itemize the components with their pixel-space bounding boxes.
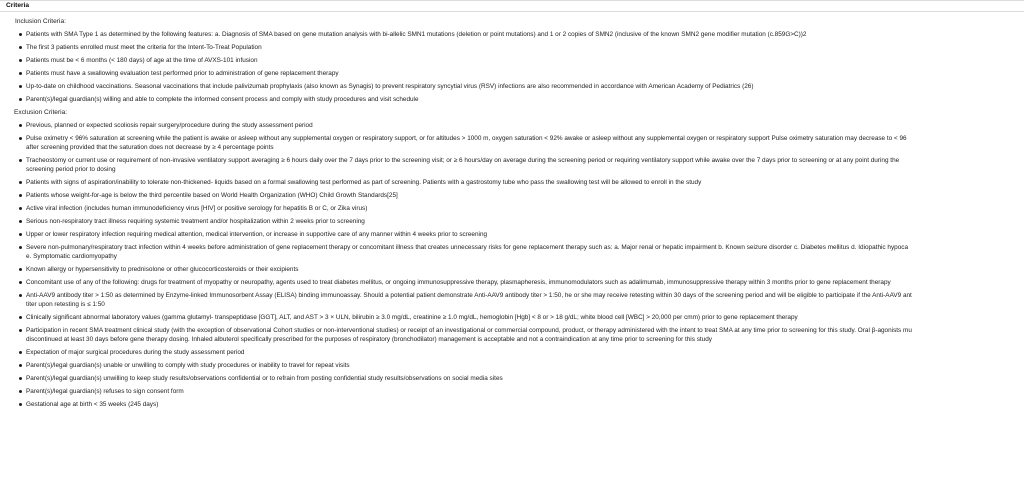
exclusion-criterion-item [0,326,1024,344]
criteria-header [0,0,1024,12]
criterion-text-line: Patients with SMA Type 1 as determined by the following features: a. Diagnosis of SMA based on gene mutation analysis with bi-allelic SMN1 mutations (deletion or point mutations) and 1 or 2 copies of SMN2 (inclusive of the known SMN2 gene modifier mutation (c.859G>C))2 [26,31,807,38]
inclusion-criterion-item [0,82,1024,91]
criterion-text-line: after screening provided that the saturation does not decrease by ≥ 4 percentage points [26,144,274,151]
exclusion-criterion-item [0,204,1024,213]
page-title: Criteria [6,2,30,9]
criterion-text-line: Anti-AAV9 antibody titer > 1:50 as determined by Enzyme-linked Immunosorbent Assay (ELISA) binding immunoassay. Should a potential patient demonstrate Anti-AAV9 antibody titer > 1:50, he or she may receive retesting within 30 days of the screening period and will be eligible to participate if the Anti-AAV9 ant [26,292,912,299]
criterion-text-line: Pulse oximetry < 96% saturation at screening while the patient is awake or asleep without any supplemental oxygen or respiratory support, or for altitudes > 1000 m, oxygen saturation < 92% awake or asleep without any supplemental oxygen or respiratory support Pulse oximetry saturation may decrease to < 96 [26,135,907,142]
criterion-text-line: Serious non-respiratory tract illness requiring systemic treatment and/or hospitalization within 2 weeks prior to screening [26,218,365,225]
exclusion-criterion-item [0,348,1024,357]
criterion-text-line: Tracheostomy or current use or requirement of non-invasive ventilatory support averaging ≥ 6 hours daily over the 7 days prior to the screening visit; or ≥ 6 hours/day on average during the screening period or requiring ventilatory support while awake over the 7 days prior to screening or at any point during the [26,157,900,164]
criterion-text-line: Patients must be < 6 months (< 180 days) of age at the time of AVXS-101 infusion [26,57,258,64]
exclusion-criterion-item [0,243,1024,261]
exclusion-criterion-item [0,387,1024,396]
exclusion-criterion-item [0,178,1024,187]
criterion-text-line: Upper or lower respiratory infection requiring medical attention, medical intervention, or increase in supportive care of any manner within 4 weeks prior to screening [26,231,488,238]
criterion-text-line: Parent(s)/legal guardian(s) unable or unwilling to comply with study procedures or inability to travel for repeat visits [26,362,350,369]
criterion-text-line: discontinued at least 30 days before gene therapy dosing. Inhaled albuterol specifically prescribed for the purposes of respiratory (bronchodilator) management is acceptable and not a contraindication at any time prior to screening for this study [26,336,712,343]
inclusion-heading: Inclusion Criteria: [15,18,66,25]
exclusion-criterion-item [0,374,1024,383]
exclusion-criterion-item [0,278,1024,287]
criterion-text-line: Gestational age at birth < 35 weeks (245 days) [26,401,159,408]
exclusion-criterion-item [0,156,1024,174]
exclusion-criterion-item [0,265,1024,274]
exclusion-criterion-item [0,121,1024,130]
criterion-text-line: Known allergy or hypersensitivity to prednisolone or other glucocorticosteroids or their excipients [26,266,299,273]
inclusion-criterion-item [0,69,1024,78]
exclusion-criterion-item [0,291,1024,309]
inclusion-criterion-item [0,95,1024,104]
exclusion-criterion-item [0,191,1024,200]
criterion-text-line: Concomitant use of any of the following: drugs for treatment of myopathy or neuropathy, agents used to treat diabetes mellitus, or ongoing immunosuppressive therapy, plasmapheresis, immunomodulators such as adalimumab, immunosuppressive therapy within 3 months prior to gene replacement therapy [26,279,891,286]
criterion-text-line: e. Symptomatic cardiomyopathy [26,253,117,260]
criterion-text-line: Expectation of major surgical procedures during the study assessment period [26,349,245,356]
exclusion-criterion-item [0,400,1024,409]
exclusion-criterion-item [0,361,1024,370]
criterion-text-line: titer upon retesting is ≤ 1:50 [26,301,105,308]
criterion-text-line: Clinically significant abnormal laboratory values (gamma glutamyl- transpeptidase [GGT], ALT, and AST > 3 × ULN, bilirubin ≥ 3.0 mg/dL, creatinine ≥ 1.0 mg/dL, hemoglobin [Hgb] < 8 or > 18 g/dL; white blood cell [WBC] > 20,000 per cmm) prior to gene replacement therapy [26,314,798,321]
criterion-text-line: Patients with signs of aspiration/inability to tolerate non-thickened- liquids based on a formal swallowing test performed as part of screening. Patients with a gastrostomy tube who pass the swallowing test will be allowed to enroll in the study [26,179,702,186]
criterion-text-line: screening period prior to dosing [26,166,116,173]
criterion-text-line: Previous, planned or expected scoliosis repair surgery/procedure during the study assessment period [26,122,313,129]
inclusion-criterion-item [0,56,1024,65]
criterion-text-line: Participation in recent SMA treatment clinical study (with the exception of observational Cohort studies or non-interventional studies) or receipt of an investigational or commercial compound, product, or therapy administered with the intent to treat SMA at any time prior to screening for this study. Oral β-agonists mu [26,327,912,334]
exclusion-criterion-item [0,134,1024,152]
exclusion-list [0,121,1024,409]
inclusion-criterion-item [0,30,1024,39]
inclusion-list [0,30,1024,104]
criterion-text-line: The first 3 patients enrolled must meet the criteria for the Intent-To-Treat Population [26,44,262,51]
exclusion-heading: Exclusion Criteria: [14,109,68,116]
criterion-text-line: Up-to-date on childhood vaccinations. Seasonal vaccinations that include palivizumab prophylaxis (also known as Synagis) to prevent respiratory syncytial virus (RSV) infections are also recommended in accordance with American Academy of Pediatrics (26) [26,83,754,90]
criterion-text-line: Parent(s)/legal guardian(s) unwilling to keep study results/observations confidential or to refrain from posting confidential study results/observations on social media sites [26,375,503,382]
criterion-text-line: Severe non-pulmonary/respiratory tract infection within 4 weeks before administration of gene replacement therapy or concomitant illness that creates unnecessary risks for gene replacement therapy such as: a. Major renal or hepatic impairment b. Known seizure disorder c. Diabetes mellitus d. Idiopathic hypoca [26,244,908,251]
criterion-text-line: Parent(s)/legal guardian(s) willing and able to complete the informed consent process and comply with study procedures and visit schedule [26,96,419,103]
criterion-text-line: Parent(s)/legal guardian(s) refuses to sign consent form [26,388,184,395]
criterion-text-line: Active viral infection (includes human immunodeficiency virus [HIV] or positive serology for hepatitis B or C, or Zika virus) [26,205,368,212]
exclusion-criterion-item [0,313,1024,322]
criterion-text-line: Patients whose weight-for-age is below the third percentile based on World Health Organization (WHO) Child Growth Standards[25] [26,192,398,199]
inclusion-criterion-item [0,43,1024,52]
exclusion-criterion-item [0,230,1024,239]
criterion-text-line: Patients must have a swallowing evaluation test performed prior to administration of gene replacement therapy [26,70,339,77]
exclusion-criterion-item [0,217,1024,226]
